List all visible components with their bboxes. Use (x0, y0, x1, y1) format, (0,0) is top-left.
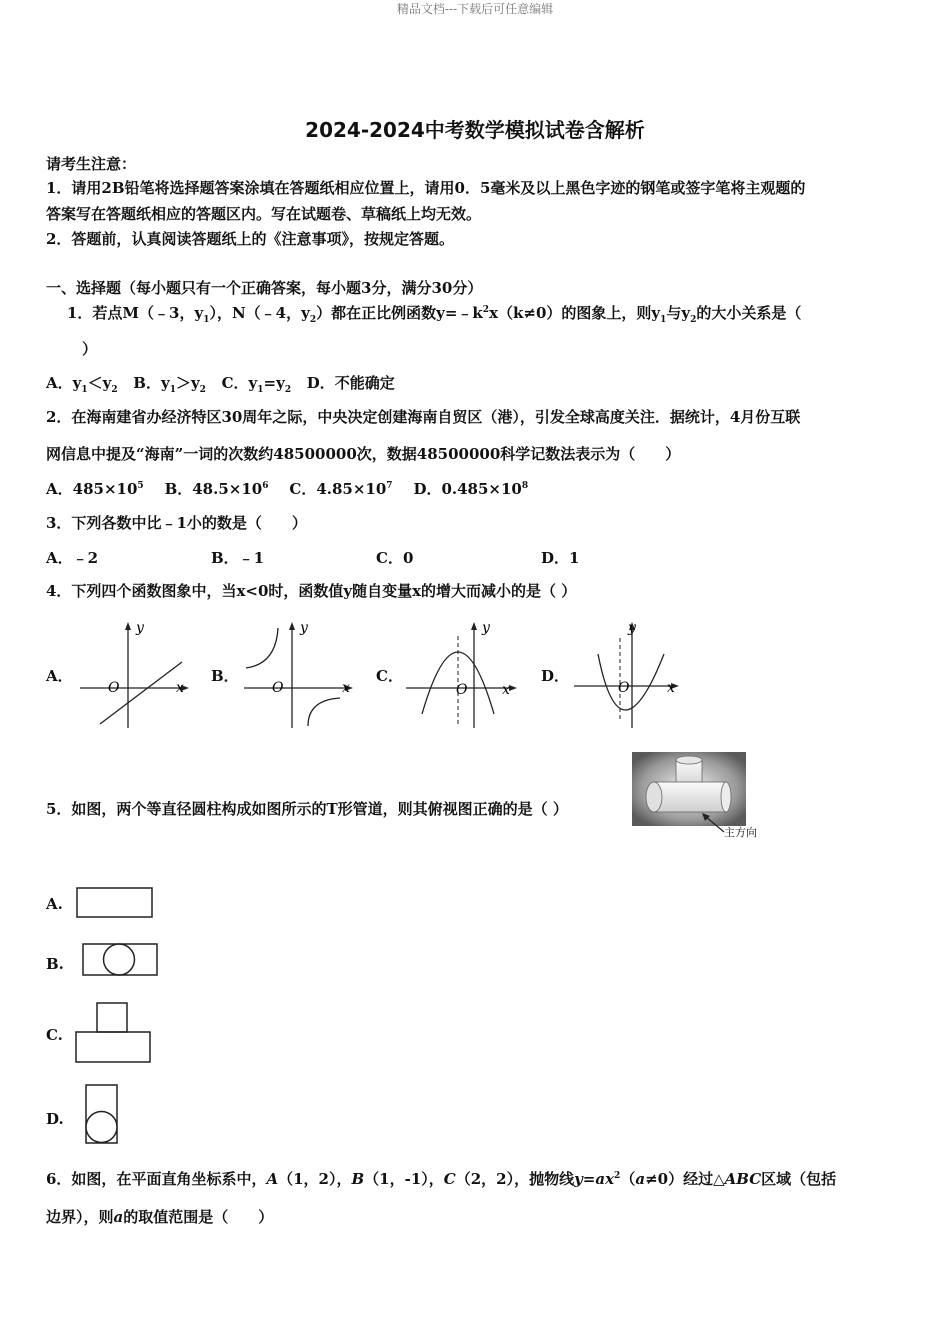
q4-b-x-label: x (342, 680, 350, 696)
section-heading: 一、选择题（每小题只有一个正确答案，每小题3分，满分30分） (46, 279, 483, 297)
q4-c-y-label: y (482, 620, 490, 636)
q3-option-a: A．﹣2 (46, 549, 99, 567)
q2-option-c: C．$4.85\times 10^7$ (289, 480, 393, 498)
q5-option-a-figure (74, 885, 156, 921)
q4-graph-d (570, 618, 684, 730)
notice-line-3: 2．答题前，认真阅读答题纸上的《注意事项》，按规定答题。 (46, 230, 454, 248)
q5-option-c-figure (73, 1000, 155, 1066)
q2-stem-line-1: 2．在海南建省办经济特区30周年之际，中央决定创建海南自贸区（港），引发全球高度关注．据统计，4月份互联 (46, 408, 801, 426)
q1-stem: 1．若点M（﹣3，$y_1$），N（﹣4，$y_2$）都在正比例函数$y=﹣k^2x(k\ne 0)$的图象上，则$y_1$与$y_2$的大小关系是（ (67, 304, 802, 325)
q4-graph-c (400, 618, 522, 730)
q3-stem: 3．下列各数中比﹣1小的数是（ ） (46, 514, 307, 532)
q2-option-a: A．$485\times 10^5$ (46, 480, 144, 498)
q4-c-x-label: x (502, 682, 510, 698)
q5-label-d: D. (46, 1110, 64, 1128)
main-direction-caption: 主方向 (724, 826, 757, 839)
q1-option-c: C．$y_1=y_2$ (221, 374, 292, 395)
q4-b-y-label: y (300, 620, 308, 636)
q5-label-c: C. (46, 1026, 63, 1044)
q5-option-d-figure (82, 1082, 122, 1148)
q2-options (46, 478, 528, 499)
q3-option-c: C．0 (376, 549, 414, 567)
q4-a-x-label: x (176, 680, 184, 696)
q4-b-origin-label: O (272, 680, 284, 696)
q6-stem-line-2: 边界），则a的取值范围是（ ） (46, 1208, 274, 1226)
t-pipe-image (632, 752, 746, 826)
q4-label-c: C． (376, 667, 403, 685)
q1-option-b: B．$y_1>y_2$ (133, 374, 206, 395)
page-header: 精品文档---下载后可任意编辑 (396, 2, 554, 16)
q5-stem: 5．如图，两个等直径圆柱构成如图所示的T形管道，则其俯视图正确的是（ ） (46, 800, 568, 818)
q1-option-d: D．不能确定 (306, 374, 395, 392)
q4-label-a: A． (46, 667, 73, 685)
q3-option-b: B．﹣1 (211, 549, 265, 567)
q4-graph-b (238, 618, 360, 730)
q3-option-d: D．1 (541, 549, 580, 567)
q5-label-a: A. (46, 895, 63, 913)
notice-line-1: 1．请用2B铅笔将选择题答案涂填在答题纸相应位置上，请用0．5毫米及以上黑色字迹的钢笔或签字笔将主观题的 (46, 179, 806, 197)
q4-d-origin-label: O (618, 680, 630, 696)
q1-options (46, 372, 395, 395)
q5-label-b: B. (46, 955, 64, 973)
q4-stem: 4．下列四个函数图象中，当x<0时，函数值y随自变量x的增大而减小的是（ ） (46, 582, 577, 600)
q4-d-y-label: y (628, 620, 636, 636)
q2-stem-line-2: 网信息中提及“海南”一词的次数约48500000次，数据48500000科学记数法表示为（ ） (46, 445, 681, 463)
q1-option-a: A．$y_1<y_2$ (46, 374, 118, 395)
q4-d-x-label: x (667, 680, 675, 696)
notice-heading: 请考生注意： (46, 155, 137, 173)
q2-option-b: B．$48.5\times 10^6$ (164, 480, 269, 498)
direction-arrow-icon (700, 812, 726, 834)
q4-a-origin-label: O (108, 680, 120, 696)
notice-line-2: 答案写在答题纸相应的答题区内。写在试题卷、草稿纸上均无效。 (46, 205, 482, 223)
q2-option-d: D．$0.485\times 10^8$ (413, 480, 529, 498)
q4-label-d: D． (541, 667, 570, 685)
q4-a-y-label: y (136, 620, 144, 636)
page-title: 2024-2024中考数学模拟试卷含解析 (305, 118, 645, 142)
q1-close-paren: ） (82, 340, 98, 358)
q5-option-b-figure (80, 940, 160, 980)
q4-graph-a (74, 618, 194, 730)
q4-c-origin-label: O (456, 682, 468, 698)
q6-stem-line-1: 6．如图，在平面直角坐标系中，A（1，2），B（1，-1），C（2，2），抛物线$y=ax^2(a\ne 0)$经过△ABC区域（包括 (46, 1170, 837, 1188)
q4-label-b: B． (211, 667, 239, 685)
